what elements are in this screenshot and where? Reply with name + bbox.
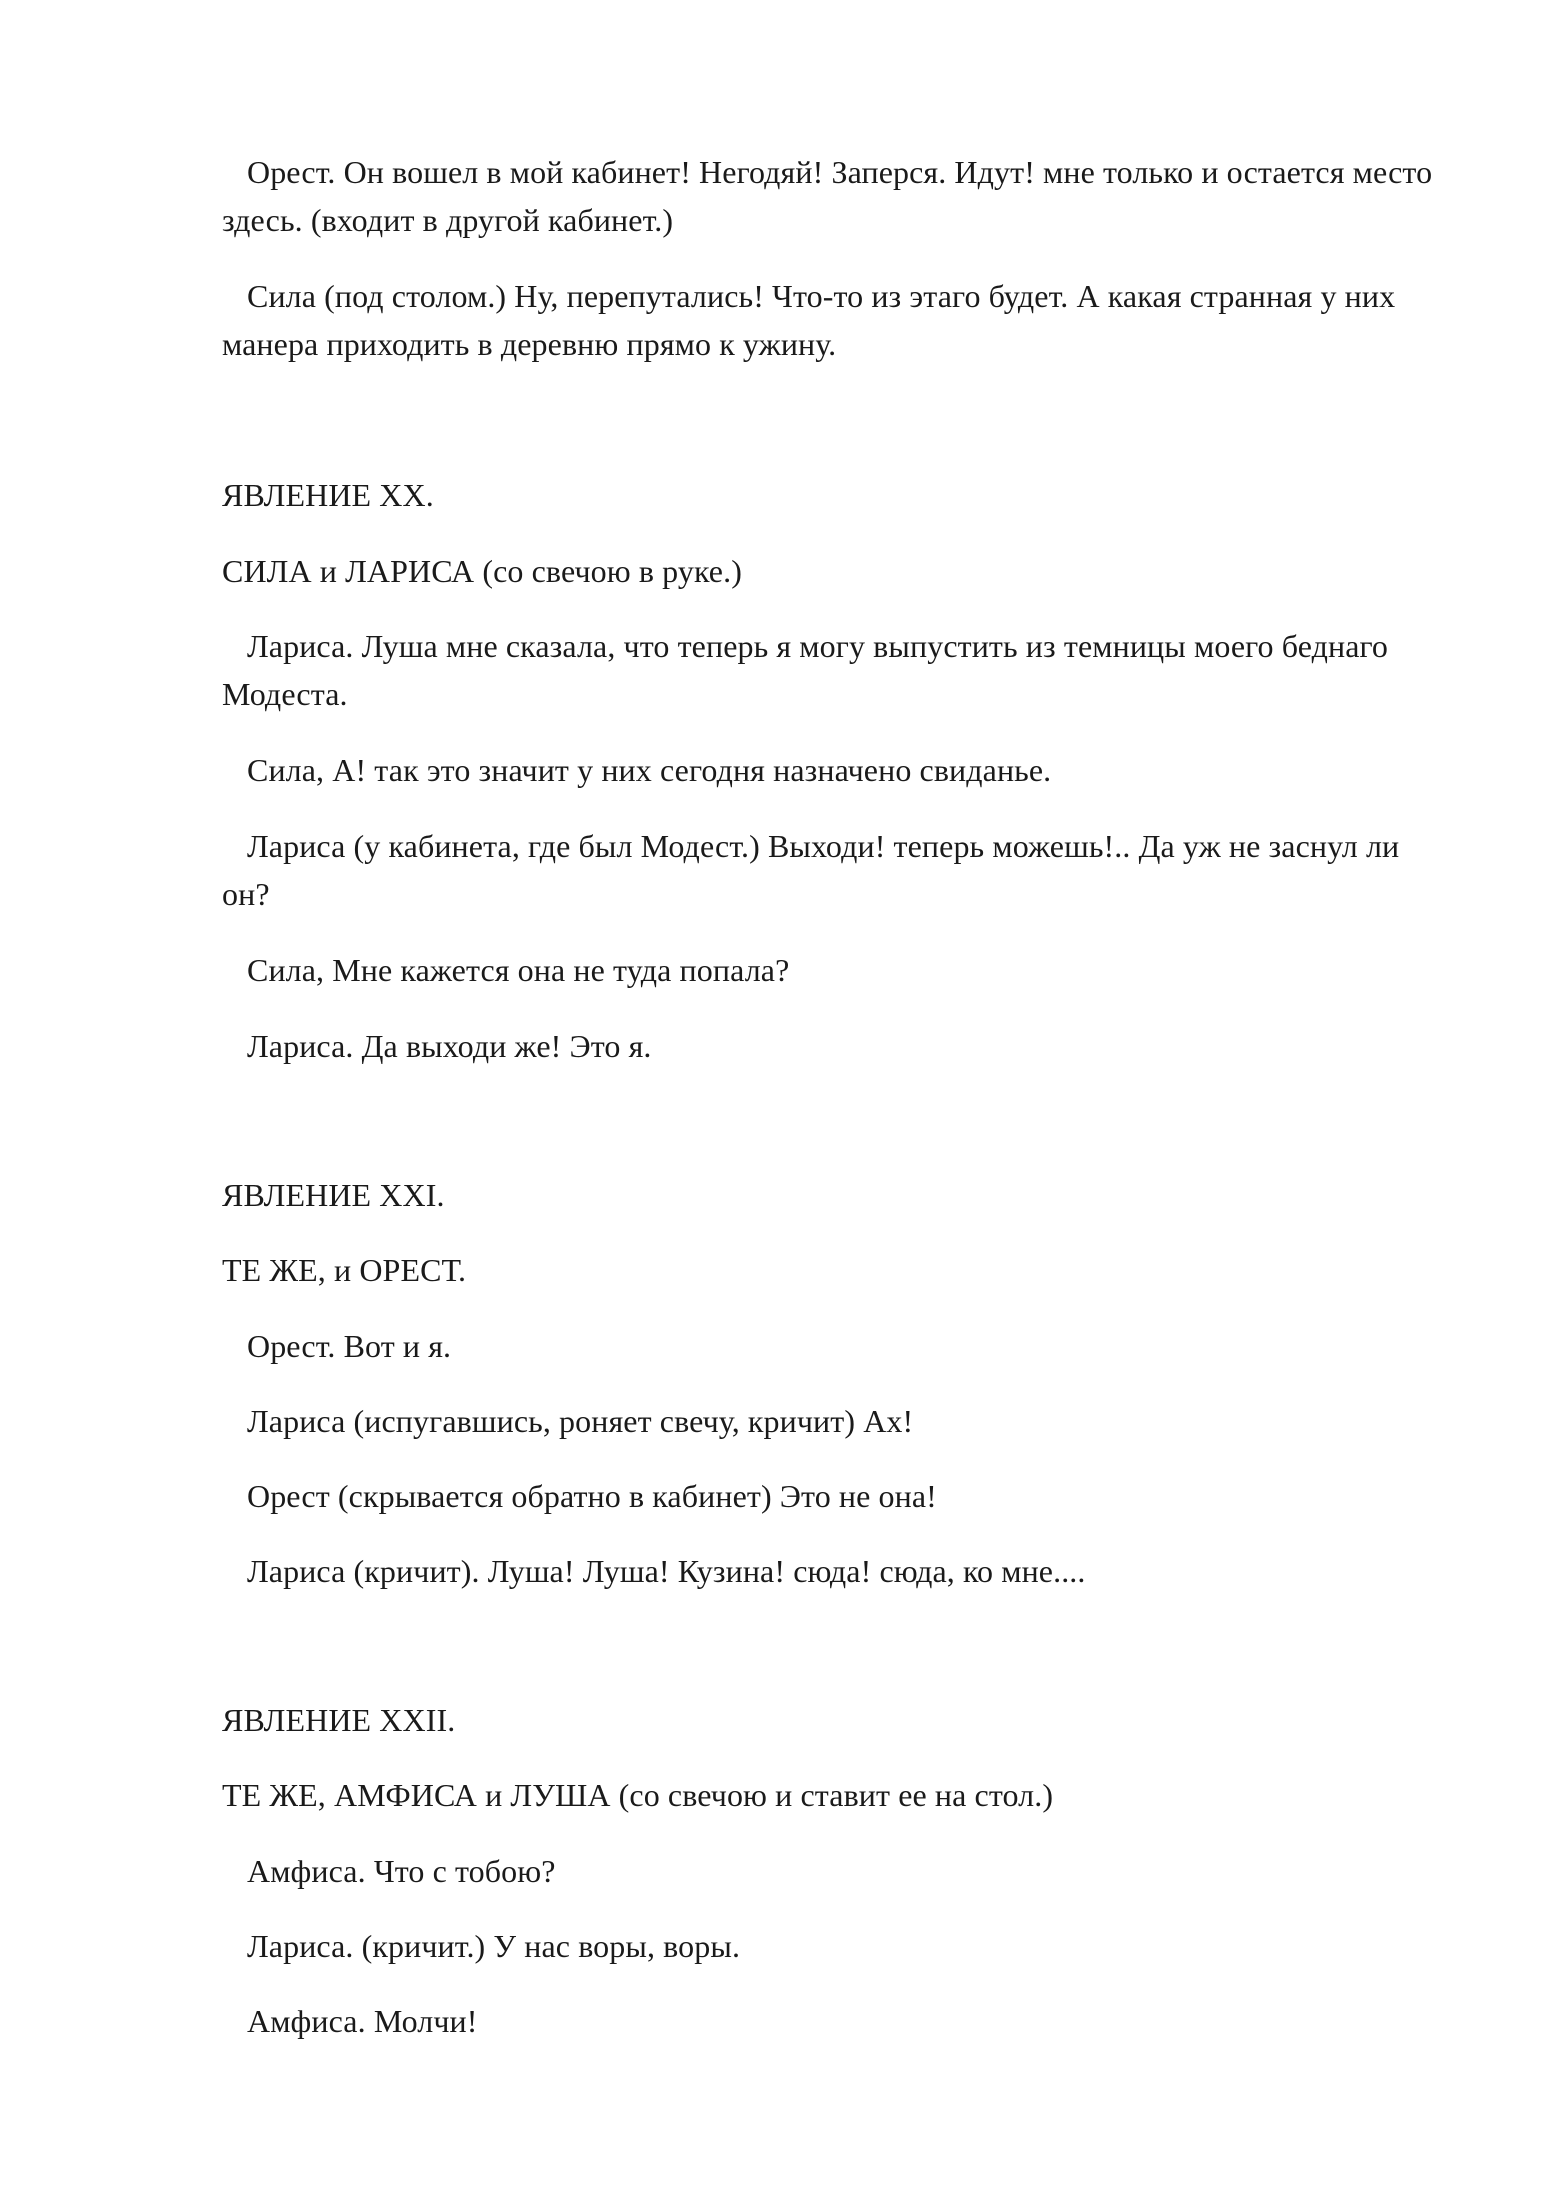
paragraph-larisa-frightened: Лариса (испугавшись, роняет свечу, кричит) Ах! <box>247 1403 914 1439</box>
paragraph-larisa-screams: Лариса (кричит). Луша! Луша! Кузина! сюда! сюда, ко мне.... <box>247 1553 1086 1589</box>
paragraph-larisa-thieves: Лариса. (кричит.) У нас воры, воры. <box>247 1928 741 1964</box>
paragraph-larisa-at-cabinet: Лариса (у кабинета, где был Модест.) Выходи! теперь можешь!.. Да уж не заснул ли он? <box>222 828 1400 912</box>
scene-heading-xxii: ЯВЛЕНИЕ XXII. <box>222 1702 456 1738</box>
paragraph-larisa-come-out: Лариса. Да выходи же! Это я. <box>247 1028 652 1064</box>
paragraph-orest-hides: Орест (скрывается обратно в кабинет) Это не она! <box>247 1478 937 1514</box>
paragraph-orest-enters-cabinet: Орест. Он вошел в мой кабинет! Негодяй! Заперся. Идут! мне только и остается место здесь. (входит в другой кабинет.) <box>222 154 1433 238</box>
paragraph-orest-here-i-am: Орест. Вот и я. <box>247 1328 452 1364</box>
paragraph-amfisa-whats-wrong: Амфиса. Что с тобою? <box>247 1853 556 1889</box>
scene-heading-xxi: ЯВЛЕНИЕ XXI. <box>222 1177 445 1213</box>
scene-heading-xx: ЯВЛЕНИЕ XX. <box>222 477 434 513</box>
paragraph-sila-rendezvous: Сила, А! так это значит у них сегодня назначено свиданье. <box>247 752 1052 788</box>
cast-line-xxii: ТЕ ЖЕ, АМФИСА и ЛУША (со свечою и ставит ее на стол.) <box>222 1777 1054 1813</box>
cast-line-xxi: ТЕ ЖЕ, и ОРЕСТ. <box>222 1252 467 1288</box>
paragraph-larisa-luisha-said: Лариса. Луша мне сказала, что теперь я могу выпустить из темницы моего беднаго Модеста. <box>222 628 1389 712</box>
cast-line-xx: СИЛА и ЛАРИСА (со свечою в руке.) <box>222 553 742 589</box>
paragraph-sila-wrong-place: Сила, Мне кажется она не туда попала? <box>247 952 790 988</box>
paragraph-amfisa-silence: Амфиса. Молчи! <box>247 2003 478 2039</box>
paragraph-sila-under-table: Сила (под столом.) Ну, перепутались! Что-то из этаго будет. А какая странная у них манера приходить в деревню прямо к ужину. <box>222 278 1396 362</box>
